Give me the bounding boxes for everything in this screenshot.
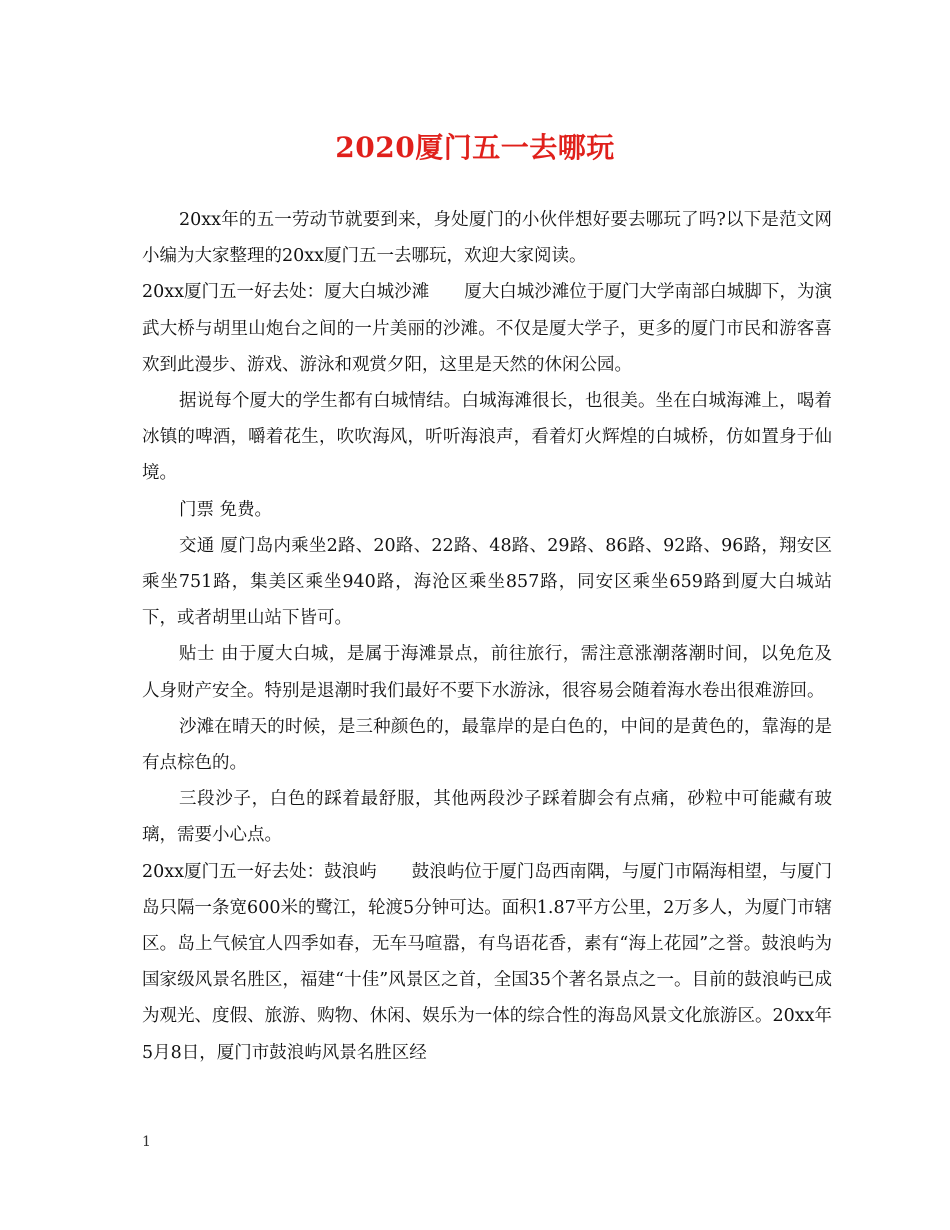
page-number: 1: [142, 1134, 151, 1150]
paragraph-baicheng-heading: 20xx厦门五一好去处：厦大白城沙滩 厦大白城沙滩位于厦门大学南部白城脚下，为演武大桥与胡里山炮台之间的一片美丽的沙滩。不仅是厦大学子，更多的厦门市民和游客喜欢到此漫步、游戏、游泳和观赏夕阳，这里是天然的休闲公园。: [142, 282, 832, 375]
paragraph-sand-colors: 沙滩在晴天的时候，是三种颜色的，最靠岸的是白色的，中间的是黄色的，靠海的是有点棕色的。: [142, 716, 832, 774]
paragraph-sand-sections: 三段沙子，白色的踩着最舒服，其他两段沙子踩着脚会有点痛，砂粒中可能藏有玻璃，需要小心点。: [142, 789, 832, 846]
document-body: [142, 202, 832, 1071]
document-title: 2020厦门五一去哪玩: [335, 131, 615, 164]
paragraph-transport: 交通 厦门岛内乘坐2路、20路、22路、48路、29路、86路、92路、96路，翔安区乘坐751路，集美区乘坐940路，海沧区乘坐857路，同安区乘坐659路到厦大白城站下，或者胡里山站下皆可。: [142, 535, 832, 629]
paragraph-intro: 20xx年的五一劳动节就要到来，身处厦门的小伙伴想好要去哪玩了吗?以下是范文网小编为大家整理的20xx厦门五一去哪玩，欢迎大家阅读。: [142, 210, 832, 267]
paragraph-gulangyu: 20xx厦门五一好去处：鼓浪屿 鼓浪屿位于厦门岛西南隅，与厦门市隔海相望，与厦门岛只隔一条宽600米的鹭江，轮渡5分钟可达。面积1.87平方公里，2万多人，为厦门市辖区。岛上气候宜人四季如春，无车马喧嚣，有鸟语花香，素有“海上花园”之誉。鼓浪屿为国家级风景名胜区，福建“十佳”风景区之首，全国35个著名景点之一。目前的鼓浪屿已成为观光、度假、旅游、购物、休闲、娱乐为一体的综合性的海岛风景文化旅游区。20xx年5月8日，厦门市鼓浪屿风景名胜区经: [142, 861, 832, 1063]
paragraph-baicheng-feeling: 据说每个厦大的学生都有白城情结。白城海滩很长，也很美。坐在白城海滩上，喝着冰镇的啤酒，嚼着花生，吹吹海风，听听海浪声，看着灯火辉煌的白城桥，仿如置身于仙境。: [142, 391, 832, 484]
paragraph-tips: 贴士 由于厦大白城，是属于海滩景点，前往旅行，需注意涨潮落潮时间，以免危及人身财产安全。特别是退潮时我们最好不要下水游泳，很容易会随着海水卷出很难游回。: [142, 644, 832, 701]
paragraph-ticket: 门票 免费。: [179, 499, 273, 520]
